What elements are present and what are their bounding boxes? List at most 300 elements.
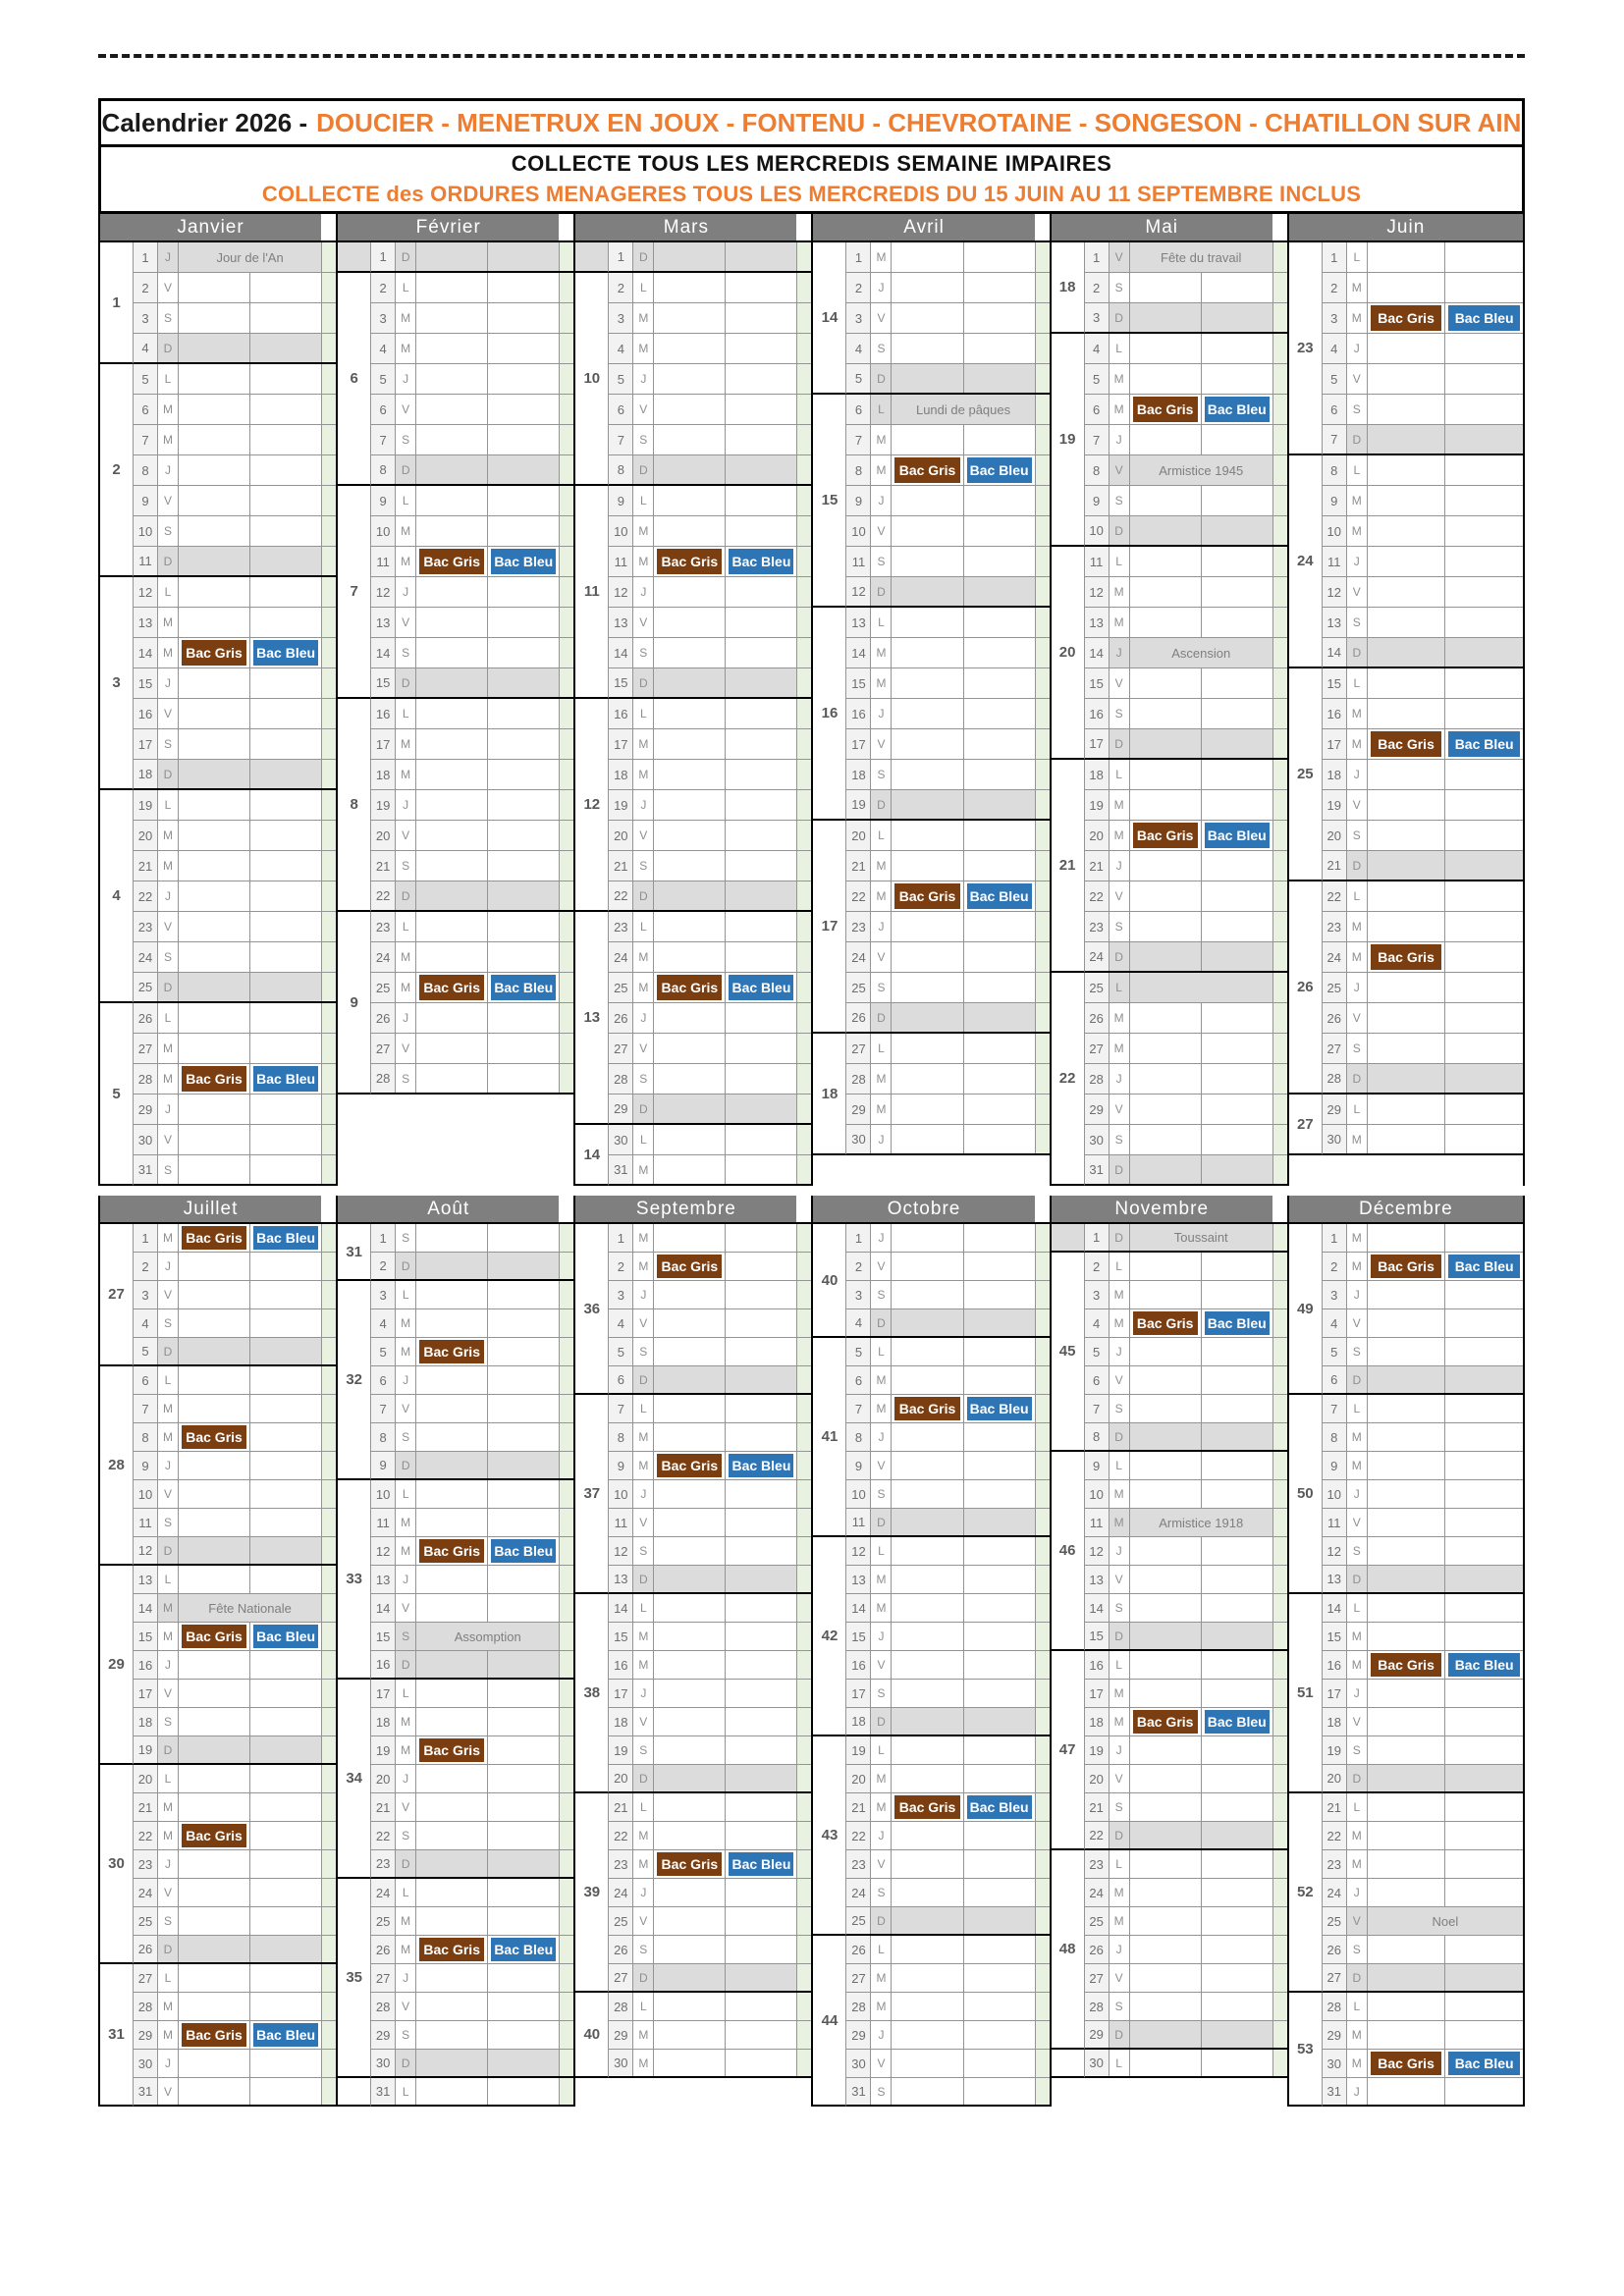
week-number: 24 [1289, 455, 1323, 668]
bac-bleu-cell [964, 1907, 1035, 1934]
bac-bleu-cell [1202, 760, 1272, 789]
green-strip [796, 1395, 811, 1422]
bac-gris-cell [892, 1936, 963, 1963]
bac-gris-cell [1368, 2050, 1446, 2077]
day-row [1323, 364, 1523, 395]
bac-bleu-cell [488, 1793, 559, 1821]
bac-gris-cell [654, 729, 726, 759]
bac-bleu-cell [250, 1309, 321, 1337]
day-letter: M [871, 1095, 892, 1124]
page-title-year: Calendrier 2026 - [101, 107, 308, 137]
day-number: 22 [1085, 881, 1110, 911]
bac-bleu-cell [964, 1509, 1035, 1535]
day-number: 16 [134, 1651, 158, 1679]
bac-gris-cell [416, 1765, 488, 1792]
bac-bleu-cell [1202, 334, 1272, 363]
bac-gris-cell [1368, 547, 1446, 576]
day-letter: S [396, 1423, 416, 1451]
day-letter: D [633, 881, 654, 910]
bac-bleu-cell [1445, 973, 1523, 1002]
day-number: 26 [1085, 1003, 1110, 1033]
green-strip [796, 1155, 811, 1184]
day-letter: V [158, 1480, 179, 1508]
month-filler [1052, 2078, 1287, 2107]
day-letter: D [158, 1537, 179, 1564]
day-number: 25 [609, 973, 633, 1002]
day-letter: M [633, 1452, 654, 1479]
bac-gris-badge: Bac Gris [1371, 944, 1442, 970]
bac-gris-cell [892, 273, 963, 302]
day-letter: S [1110, 273, 1130, 302]
day-letter: D [1110, 516, 1130, 545]
day-row [1323, 1879, 1523, 1907]
day-number: 5 [371, 1338, 396, 1365]
day-letter: D [396, 1452, 416, 1478]
day-number: 12 [846, 1537, 871, 1565]
green-strip [321, 577, 336, 607]
day-number: 21 [1323, 851, 1347, 880]
bac-bleu-cell [1202, 303, 1272, 332]
green-strip [559, 1765, 573, 1792]
day-letter: M [396, 760, 416, 789]
day-row [134, 1480, 336, 1509]
bac-gris-cell [416, 364, 488, 394]
day-row [1323, 699, 1523, 729]
green-strip [1035, 729, 1050, 759]
day-letter: M [633, 1850, 654, 1878]
green-strip [796, 729, 811, 759]
day-row [1323, 1480, 1523, 1509]
day-row [1323, 1708, 1523, 1736]
bac-gris-cell [892, 1537, 963, 1565]
day-number: 12 [134, 1537, 158, 1564]
day-row [1085, 395, 1287, 425]
day-row [371, 1253, 573, 1281]
bac-bleu-cell [1445, 1064, 1523, 1093]
day-row [609, 2050, 811, 2078]
day-number: 3 [846, 1281, 871, 1308]
green-strip [1035, 699, 1050, 728]
day-letter: V [1110, 881, 1130, 911]
bac-gris-cell [416, 1003, 488, 1033]
day-row [846, 1879, 1049, 1907]
day-letter: M [1110, 1509, 1130, 1536]
day-row [134, 760, 336, 790]
bac-bleu-cell [1202, 1623, 1272, 1649]
day-number: 29 [1085, 2021, 1110, 2048]
bac-bleu-cell [964, 486, 1035, 515]
green-strip [559, 2078, 573, 2105]
bac-bleu-badge: Bac Bleu [1205, 1311, 1270, 1335]
bac-gris-cell [654, 1480, 726, 1508]
bac-bleu-cell [1202, 1003, 1272, 1033]
bac-bleu-cell [1202, 1993, 1272, 2020]
day-letter: S [633, 1936, 654, 1963]
bac-gris-cell [179, 364, 250, 394]
green-strip [1272, 912, 1287, 941]
day-number: 28 [1085, 1993, 1110, 2020]
bac-gris-cell [1368, 942, 1446, 972]
bac-gris-cell [654, 1281, 726, 1308]
week-number: 14 [575, 1125, 609, 1186]
day-row [134, 1964, 336, 1993]
week-number: 15 [813, 395, 846, 608]
bac-bleu-cell [1202, 668, 1272, 698]
day-number: 18 [609, 1708, 633, 1735]
bac-bleu-cell [1202, 729, 1272, 758]
day-row [1323, 942, 1523, 973]
day-row [371, 973, 573, 1003]
green-strip [1272, 395, 1287, 424]
bac-gris-badge: Bac Gris [1371, 1255, 1442, 1278]
day-number: 9 [1323, 486, 1347, 515]
day-number: 23 [1085, 912, 1110, 941]
bac-gris-cell [892, 1708, 963, 1735]
day-row [1323, 1253, 1523, 1281]
day-number: 17 [1323, 729, 1347, 759]
day-number: 31 [1085, 1155, 1110, 1184]
bac-gris-cell [416, 608, 488, 637]
day-row [134, 1281, 336, 1309]
bac-bleu-cell [1202, 790, 1272, 820]
bac-bleu-cell [250, 2050, 321, 2077]
green-strip [1272, 1366, 1287, 1394]
bac-gris-cell [179, 821, 250, 850]
bac-bleu-cell [250, 608, 321, 637]
bac-bleu-cell [488, 2078, 559, 2105]
day-letter: M [871, 1566, 892, 1593]
day-letter: S [1347, 1936, 1368, 1963]
bac-bleu-cell [250, 1338, 321, 1364]
bac-gris-cell [1130, 1452, 1202, 1479]
day-letter: V [633, 821, 654, 850]
green-strip [1272, 1765, 1287, 1792]
bac-bleu-cell [488, 1537, 559, 1565]
bac-bleu-cell [250, 1125, 321, 1154]
day-row [134, 2050, 336, 2078]
week-number: 8 [338, 699, 371, 912]
bac-gris-cell [654, 1850, 726, 1878]
day-row [609, 1338, 811, 1366]
day-row [134, 1993, 336, 2021]
day-letter: D [1347, 638, 1368, 667]
day-row [1085, 2021, 1287, 2050]
green-strip [1035, 1125, 1050, 1153]
week-number: 4 [100, 790, 134, 1003]
day-letter: J [871, 2021, 892, 2049]
bac-gris-cell [416, 2021, 488, 2049]
green-strip [321, 2078, 336, 2105]
bac-bleu-badge: Bac Bleu [967, 1795, 1032, 1819]
day-number: 17 [371, 1680, 396, 1707]
bac-bleu-badge: Bac Bleu [729, 549, 793, 574]
day-letter: S [1347, 1338, 1368, 1365]
day-letter: L [396, 912, 416, 941]
day-row [1085, 1423, 1287, 1452]
bac-bleu-cell [488, 516, 559, 546]
bac-bleu-cell [726, 1224, 796, 1252]
day-letter: D [633, 1566, 654, 1592]
day-row [609, 1281, 811, 1309]
green-strip [1035, 1850, 1050, 1878]
bac-bleu-cell [1202, 1566, 1272, 1593]
day-row [134, 455, 336, 486]
green-strip [1272, 1452, 1287, 1479]
bac-bleu-cell [1445, 1623, 1523, 1650]
bac-gris-cell [654, 1309, 726, 1337]
day-letter: J [1110, 1064, 1130, 1094]
day-letter: D [1347, 1566, 1368, 1592]
day-row [846, 1395, 1049, 1423]
day-number: 23 [371, 1850, 396, 1877]
green-strip [321, 303, 336, 333]
day-letter: S [871, 547, 892, 576]
day-number: 14 [371, 1594, 396, 1622]
bac-bleu-cell [726, 242, 796, 271]
bac-bleu-cell [1202, 608, 1272, 637]
bac-bleu-cell [726, 1879, 796, 1906]
bac-bleu-cell [1445, 577, 1523, 607]
day-row [846, 973, 1049, 1003]
green-strip [559, 395, 573, 424]
green-strip [321, 760, 336, 788]
day-letter: J [396, 1366, 416, 1394]
day-number: 25 [609, 1907, 633, 1935]
day-number: 19 [846, 1736, 871, 1764]
day-number: 20 [1323, 1765, 1347, 1791]
day-letter: M [1347, 1651, 1368, 1679]
day-letter: L [396, 1879, 416, 1906]
bac-gris-cell [416, 638, 488, 667]
bac-bleu-badge: Bac Bleu [1205, 823, 1270, 848]
day-row [134, 1822, 336, 1850]
day-letter: L [1347, 1993, 1368, 2020]
bac-bleu-cell [964, 1452, 1035, 1479]
day-number: 21 [371, 1793, 396, 1821]
day-row [846, 1064, 1049, 1095]
day-number: 17 [134, 1680, 158, 1707]
week-number [338, 242, 371, 273]
day-row [846, 1224, 1049, 1253]
green-strip [559, 638, 573, 667]
bac-gris-cell [1130, 1651, 1202, 1679]
bac-gris-cell [892, 1566, 963, 1593]
day-letter: M [633, 2050, 654, 2076]
green-strip [1035, 1623, 1050, 1650]
day-row [1085, 1793, 1287, 1822]
bac-bleu-cell [1445, 334, 1523, 363]
day-number: 8 [371, 455, 396, 484]
day-row [846, 942, 1049, 973]
day-number: 26 [134, 1003, 158, 1033]
day-row [609, 1936, 811, 1964]
bac-bleu-cell [1202, 273, 1272, 302]
day-number: 27 [609, 1964, 633, 1991]
day-number: 13 [609, 1566, 633, 1592]
bac-bleu-cell [488, 790, 559, 820]
day-number: 18 [134, 1708, 158, 1735]
green-strip [1272, 303, 1287, 332]
bac-gris-cell [416, 1309, 488, 1337]
bac-bleu-cell [1445, 942, 1523, 972]
week-number: 45 [1052, 1253, 1085, 1452]
day-row [371, 699, 573, 729]
bac-bleu-cell [1445, 790, 1523, 820]
green-strip [1272, 1281, 1287, 1308]
bac-gris-cell [179, 1253, 250, 1280]
day-number: 13 [846, 1566, 871, 1593]
day-row [1323, 1680, 1523, 1708]
day-row [1085, 790, 1287, 821]
bac-gris-cell [892, 2078, 963, 2105]
day-number: 31 [846, 2078, 871, 2105]
day-row [609, 1566, 811, 1594]
bac-gris-cell [892, 1509, 963, 1535]
day-row [371, 486, 573, 516]
day-letter: J [633, 1281, 654, 1308]
day-letter: M [396, 1537, 416, 1565]
day-row [609, 1680, 811, 1708]
day-letter: L [633, 699, 654, 728]
bac-gris-cell [1368, 760, 1446, 789]
bac-gris-cell [179, 425, 250, 454]
green-strip [1272, 2021, 1287, 2048]
day-row [1085, 668, 1287, 699]
bac-gris-cell [892, 547, 963, 576]
bac-gris-cell [654, 1509, 726, 1536]
green-strip [321, 1423, 336, 1451]
day-letter: M [1347, 1452, 1368, 1479]
day-letter: L [1347, 1395, 1368, 1422]
day-letter: D [871, 1509, 892, 1535]
bac-bleu-cell [964, 364, 1035, 393]
bac-gris-cell [1130, 425, 1202, 454]
bac-gris-cell [1130, 395, 1202, 424]
day-row [134, 1850, 336, 1879]
day-row [609, 1224, 811, 1253]
bac-gris-cell [1368, 1594, 1446, 1622]
bac-gris-cell [1368, 1879, 1446, 1906]
day-row [846, 334, 1049, 364]
green-strip [559, 334, 573, 363]
green-strip [321, 455, 336, 485]
bac-bleu-cell [250, 1480, 321, 1508]
bac-gris-cell [1130, 1879, 1202, 1906]
day-row [134, 1793, 336, 1822]
day-letter: V [871, 1651, 892, 1679]
day-row [134, 1003, 336, 1034]
bac-bleu-cell [726, 516, 796, 546]
bac-gris-cell [654, 1594, 726, 1622]
day-letter: L [158, 790, 179, 820]
bac-gris-cell [179, 881, 250, 911]
week-number: 23 [1289, 242, 1323, 455]
bac-gris-cell [654, 303, 726, 333]
bac-gris-cell [1368, 821, 1446, 850]
day-row [371, 1034, 573, 1064]
bac-bleu-cell [1445, 1850, 1523, 1878]
day-letter: L [871, 1338, 892, 1365]
day-number: 31 [609, 1155, 633, 1184]
bac-gris-cell [654, 1395, 726, 1422]
green-strip [1272, 851, 1287, 881]
bac-bleu-badge: Bac Bleu [491, 1539, 556, 1563]
day-number: 3 [371, 303, 396, 333]
day-number: 20 [134, 1765, 158, 1792]
bac-gris-cell [416, 790, 488, 820]
green-strip [321, 516, 336, 546]
green-strip [559, 1680, 573, 1707]
week-number: 16 [813, 608, 846, 821]
day-letter: S [633, 638, 654, 667]
day-letter: J [1347, 1480, 1368, 1508]
day-row [371, 242, 573, 273]
bac-bleu-cell [488, 2050, 559, 2076]
bac-gris-cell [1130, 547, 1202, 576]
day-number: 14 [371, 638, 396, 667]
day-number: 17 [846, 729, 871, 759]
day-number: 20 [609, 1765, 633, 1791]
bac-bleu-cell [726, 1936, 796, 1963]
bac-gris-cell [654, 425, 726, 454]
bac-bleu-cell [488, 1253, 559, 1279]
bac-bleu-cell [250, 334, 321, 362]
green-strip [559, 1594, 573, 1622]
day-row [134, 1566, 336, 1594]
day-letter: D [158, 1338, 179, 1364]
day-row [1323, 273, 1523, 303]
bac-gris-cell [1368, 638, 1446, 667]
green-strip [559, 1566, 573, 1593]
day-row [134, 1366, 336, 1395]
day-number: 24 [371, 942, 396, 972]
bac-bleu-cell [726, 821, 796, 850]
bac-gris-cell [1368, 1125, 1446, 1153]
day-letter: J [871, 273, 892, 302]
day-letter: L [633, 912, 654, 941]
bac-bleu-cell [250, 303, 321, 333]
bac-gris-cell [1130, 1253, 1202, 1280]
green-strip [1272, 273, 1287, 302]
bac-gris-cell [1368, 1708, 1446, 1735]
day-number: 21 [371, 851, 396, 881]
green-strip [1272, 1034, 1287, 1063]
cut-line [98, 54, 1525, 58]
day-number: 27 [1323, 1034, 1347, 1063]
day-number: 29 [134, 1095, 158, 1124]
day-number: 17 [846, 1680, 871, 1707]
bac-gris-cell [179, 1680, 250, 1707]
day-row [846, 790, 1049, 821]
day-number: 15 [609, 668, 633, 697]
day-letter: V [1347, 790, 1368, 820]
day-row [846, 699, 1049, 729]
day-number: 14 [609, 1594, 633, 1622]
holiday-label: Toussaint [1130, 1224, 1272, 1251]
green-strip [321, 1680, 336, 1707]
bac-bleu-cell [726, 577, 796, 607]
bac-bleu-cell [488, 1064, 559, 1093]
bac-bleu-cell [488, 1879, 559, 1906]
bac-gris-cell [179, 608, 250, 637]
week-number: 17 [813, 821, 846, 1034]
bac-gris-cell [654, 1566, 726, 1592]
day-row [1085, 1680, 1287, 1708]
day-letter: J [1347, 1680, 1368, 1707]
day-number: 5 [609, 1338, 633, 1365]
green-strip [1035, 1064, 1050, 1094]
green-strip [796, 547, 811, 576]
